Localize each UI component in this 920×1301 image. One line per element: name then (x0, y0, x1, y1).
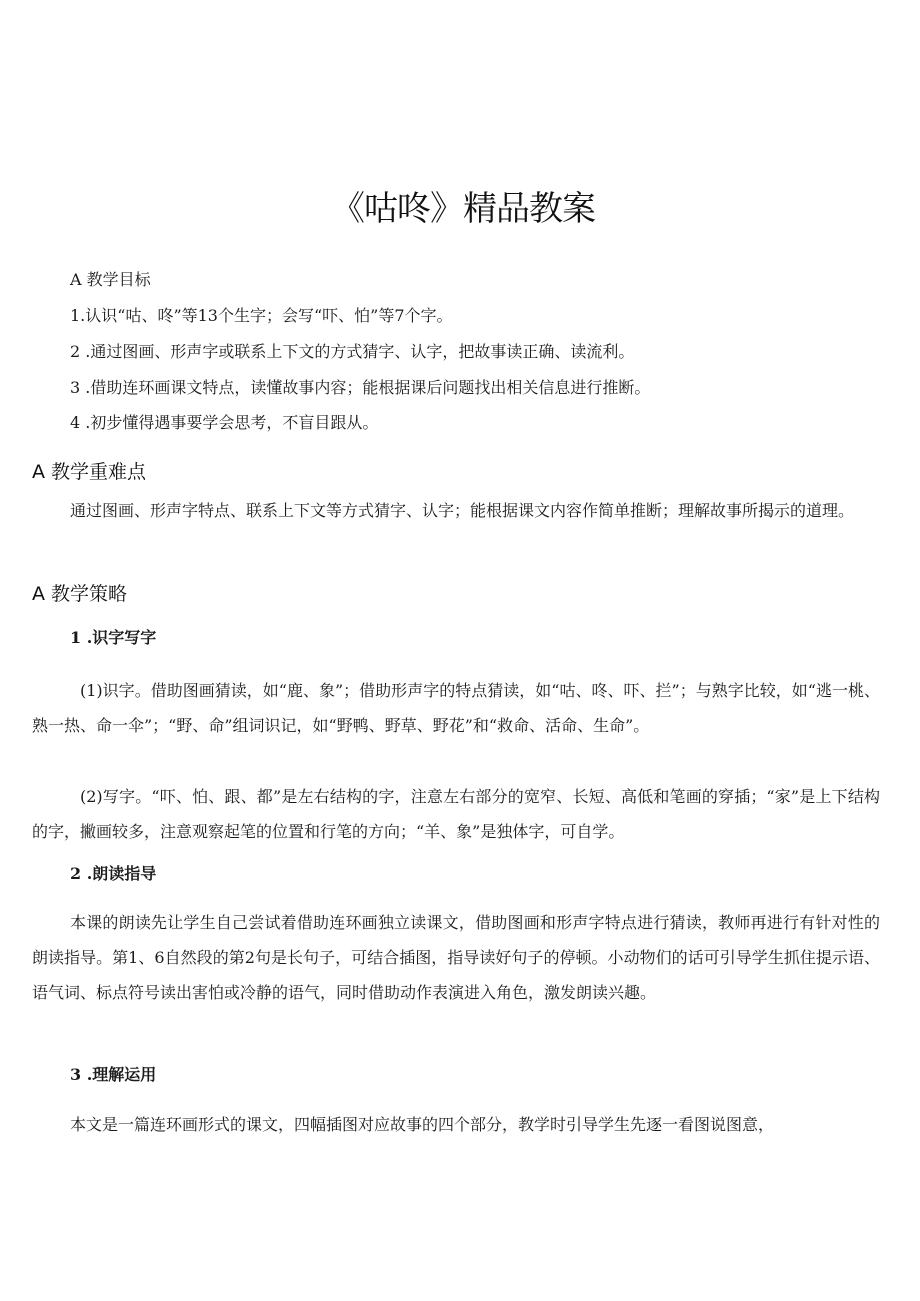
subheading-application: 3 .理解运用 (70, 1065, 157, 1084)
section-heading-objectives: A 教学目标 (70, 270, 151, 289)
application-paragraph: 本文是一篇连环画形式的课文，四幅插图对应故事的四个部分，教学时引导学生先逐一看图说图意， (70, 1115, 775, 1134)
literacy-paragraph-2: (2)写字。“吓、怕、跟、都”是左右结构的字，注意左右部分的宽窄、长短、高低和笔画的穿插；“家”是上下结构的字，撇画较多，注意观察起笔的位置和行笔的方向；“羊、象”是独体字，可自学。 (32, 787, 880, 841)
section-heading-key-points: A 教学重难点 (32, 461, 147, 483)
objective-item-4: 4 .初步懂得遇事要学会思考，不盲目跟从。 (70, 413, 379, 432)
objective-item-2: 2 .通过图画、形声字或联系上下文的方式猜字、认字，把故事读正确、读流利。 (70, 342, 635, 361)
reading-paragraph: 本课的朗读先让学生自己尝试着借助连环画独立读课文，借助图画和形声字特点进行猜读，教师再进行有针对性的朗读指导。第1、6自然段的第2句是长句子，可结合插图，指导读好句子的停顿。小动物们的话可引导学生抓住提示语、语气词、标点符号读出害怕或冷静的语气，同时借助动作表演进入角色，激发朗读兴趣。 (32, 913, 880, 1002)
objective-item-3: 3 .借助连环画课文特点，读懂故事内容；能根据课后问题找出相关信息进行推断。 (70, 378, 651, 397)
key-points-paragraph: 通过图画、形声字特点、联系上下文等方式猜字、认字；能根据课文内容作简单推断；理解故事所揭示的道理。 (70, 501, 855, 520)
literacy-paragraph-1: (1)识字。借助图画猜读，如“鹿、象”；借助形声字的特点猜读，如“咕、咚、吓、拦”；与熟字比较，如“逃一桃、熟一热、命一伞”；“野、命”组词识记，如“野鸭、野草、野花”和“救命、活命、生命”。 (32, 681, 880, 735)
subheading-literacy: 1 .识字写字 (70, 628, 157, 647)
objective-item-1: 1.认识“咕、咚”等13个生字；会写“吓、怕”等7个字。 (70, 306, 453, 325)
document-title: 《咕咚》精品教案 (331, 189, 595, 229)
section-heading-strategy: A 教学策略 (32, 583, 128, 605)
subheading-reading: 2 .朗读指导 (70, 864, 157, 883)
